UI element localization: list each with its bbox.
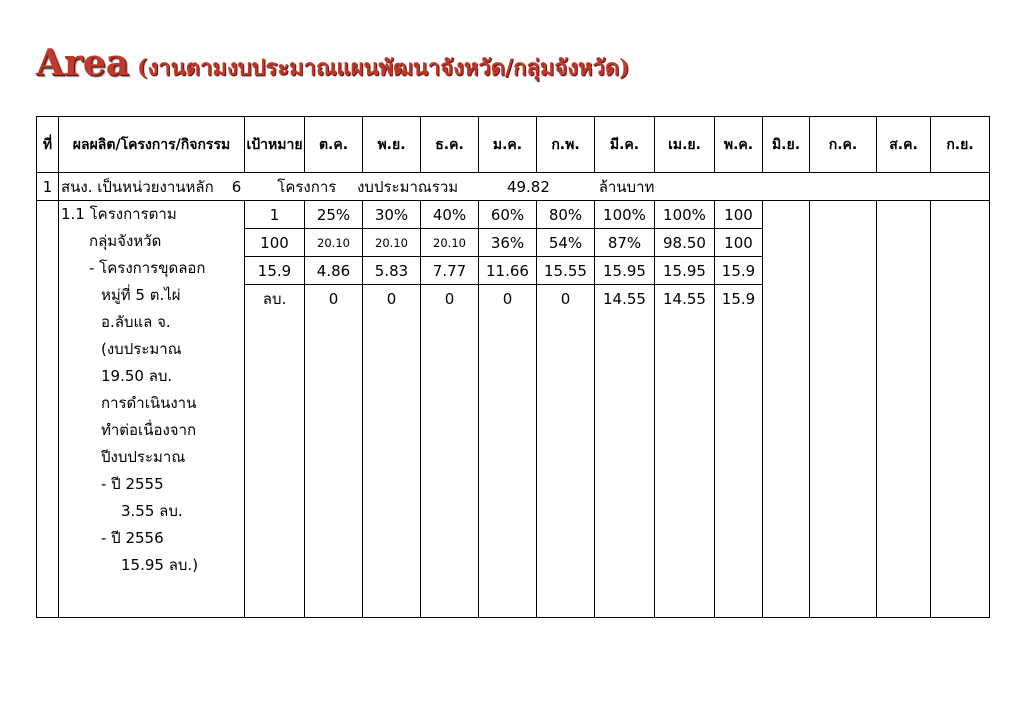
month-cell: 15.95 [655, 257, 715, 285]
desc-line: (งบประมาณ [101, 340, 182, 358]
header-product: ผลผลิต/โครงการ/กิจกรรม [59, 117, 245, 173]
filler-cell [479, 312, 537, 618]
month-cell: 87% [595, 229, 655, 257]
month-cell: 20.10 [421, 229, 479, 257]
month-cell-empty [877, 201, 931, 618]
desc-line: - ปี 2555 [101, 475, 164, 493]
desc-line: การดำเนินงาน [101, 394, 197, 412]
header-target: เป้าหมาย [245, 117, 305, 173]
summary-cell [59, 173, 990, 201]
desc-line: 19.50 ลบ. [101, 367, 173, 385]
month-cell: 98.50 [655, 229, 715, 257]
desc-line: ทำต่อเนื่องจาก [101, 421, 197, 439]
month-cell-empty [810, 201, 877, 618]
month-cell: 25% [305, 201, 363, 229]
month-cell: 100 [715, 201, 763, 229]
title-subtitle: (งานตามงบประมาณแผนพัฒนาจังหวัด/กลุ่มจังหวัด) [137, 55, 630, 81]
month-cell: 4.86 [305, 257, 363, 285]
desc-line: - โครงการขุดลอก [89, 259, 206, 277]
month-cell: 20.10 [305, 229, 363, 257]
header-no: ที่ [37, 117, 59, 173]
filler-cell [245, 312, 305, 618]
header-month-nov: พ.ย. [363, 117, 421, 173]
project-table [36, 116, 990, 618]
summary-unit: โครงการ [277, 177, 337, 196]
header-month-oct: ต.ค. [305, 117, 363, 173]
target-cell: 1 [245, 201, 305, 229]
filler-cell [537, 312, 595, 618]
summary-budget-value: 49.82 [506, 177, 550, 196]
month-cell: 30% [363, 201, 421, 229]
summary-row [37, 173, 990, 201]
month-cell: 20.10 [363, 229, 421, 257]
header-month-jan: ม.ค. [479, 117, 537, 173]
month-cell-empty [931, 201, 990, 618]
desc-line: 1.1 โครงการตาม [61, 205, 177, 223]
month-cell: 60% [479, 201, 537, 229]
target-cell: 100 [245, 229, 305, 257]
summary-count: 6 [231, 177, 242, 196]
month-cell: 80% [537, 201, 595, 229]
month-cell: 15.95 [595, 257, 655, 285]
project-row-1 [37, 201, 990, 229]
desc-line: ปีงบประมาณ [101, 448, 186, 466]
slide-title [36, 42, 630, 85]
filler-cell [421, 312, 479, 618]
month-cell: 0 [305, 285, 363, 313]
month-cell: 40% [421, 201, 479, 229]
month-cell-empty [763, 201, 810, 618]
month-cell: 14.55 [655, 285, 715, 313]
month-cell: 11.66 [479, 257, 537, 285]
header-month-feb: ก.พ. [537, 117, 595, 173]
header-month-aug: ส.ค. [877, 117, 931, 173]
target-cell: ลบ. [245, 285, 305, 313]
month-cell: 54% [537, 229, 595, 257]
month-cell: 5.83 [363, 257, 421, 285]
month-cell: 0 [363, 285, 421, 313]
header-row [37, 117, 990, 173]
desc-line: 3.55 ลบ. [121, 502, 183, 520]
desc-line: กลุ่มจังหวัด [89, 232, 162, 250]
header-month-apr: เม.ย. [655, 117, 715, 173]
header-month-jun: มิ.ย. [763, 117, 810, 173]
desc-line: อ.ลับแล จ. [101, 313, 171, 331]
month-cell: 100 [715, 229, 763, 257]
month-cell: 0 [421, 285, 479, 313]
filler-cell [363, 312, 421, 618]
project-description [59, 201, 245, 618]
header-month-dec: ธ.ค. [421, 117, 479, 173]
desc-line: 15.95 ลบ.) [121, 556, 199, 574]
header-month-jul: ก.ค. [810, 117, 877, 173]
month-cell: 0 [479, 285, 537, 313]
filler-cell [305, 312, 363, 618]
title-main: Area [36, 42, 130, 84]
month-cell: 100% [655, 201, 715, 229]
target-cell: 15.9 [245, 257, 305, 285]
month-cell: 36% [479, 229, 537, 257]
summary-budget-unit: ล้านบาท [598, 177, 655, 196]
desc-line: - ปี 2556 [101, 529, 164, 547]
filler-cell [595, 312, 655, 618]
month-cell: 0 [537, 285, 595, 313]
header-month-sep: ก.ย. [931, 117, 990, 173]
desc-line: หมู่ที่ 5 ต.ไผ่ [101, 286, 181, 304]
month-cell: 14.55 [595, 285, 655, 313]
month-cell: 100% [595, 201, 655, 229]
row-number: 1 [37, 173, 59, 201]
summary-text: สนง. เป็นหน่วยงานหลัก [61, 177, 214, 196]
month-cell: 15.9 [715, 257, 763, 285]
month-cell: 15.55 [537, 257, 595, 285]
filler-cell [655, 312, 715, 618]
header-month-may: พ.ค. [715, 117, 763, 173]
summary-budget-label: งบประมาณรวม [357, 177, 459, 196]
month-cell: 15.9 [715, 285, 763, 313]
filler-cell [715, 312, 763, 618]
header-month-mar: มี.ค. [595, 117, 655, 173]
project-no-cell [37, 201, 59, 618]
month-cell: 7.77 [421, 257, 479, 285]
